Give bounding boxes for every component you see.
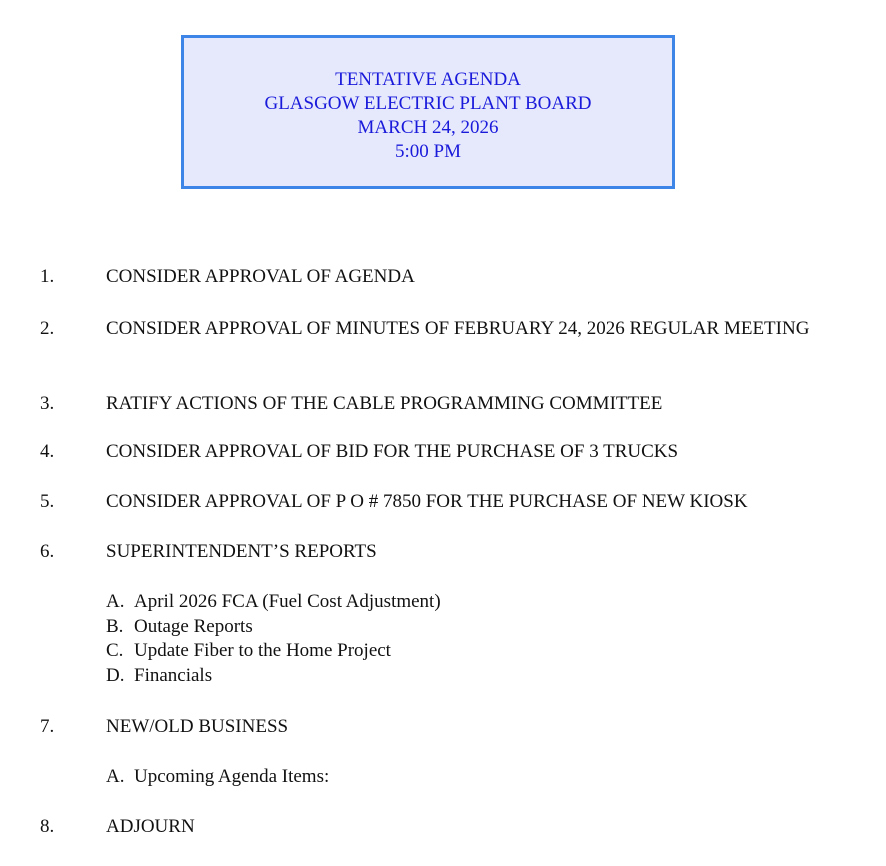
board-name: GLASGOW ELECTRIC PLANT BOARD	[264, 93, 592, 114]
list-item	[106, 639, 441, 664]
list-item-letter: D.	[106, 664, 125, 686]
agenda-item-number: 8.	[40, 816, 55, 837]
agenda-title: TENTATIVE AGENDA	[335, 69, 521, 90]
list-item-text: Outage Reports	[134, 615, 253, 637]
agenda-item-number: 6.	[40, 541, 55, 562]
agenda-item-text: CONSIDER APPROVAL OF BID FOR THE PURCHASE OF 3 TRUCKS	[106, 441, 679, 462]
list-item-letter: A.	[106, 591, 125, 612]
list-item	[106, 590, 441, 615]
superintendent-reports-list	[106, 590, 441, 688]
agenda-header-box	[181, 35, 675, 189]
list-item	[106, 615, 441, 640]
list-item	[106, 664, 441, 689]
list-item-letter: C.	[106, 640, 124, 661]
list-item-text: Update Fiber to the Home Project	[134, 640, 391, 661]
meeting-date: MARCH 24, 2026	[357, 117, 499, 138]
agenda-item-text: ADJOURN	[106, 816, 195, 837]
agenda-item-number: 1.	[40, 266, 55, 287]
agenda-item-text: RATIFY ACTIONS OF THE CABLE PROGRAMMING COMMITTEE	[106, 393, 663, 414]
list-item-text: Upcoming Agenda Items:	[134, 766, 330, 787]
agenda-item-text: CONSIDER APPROVAL OF MINUTES OF FEBRUARY 24, 2026 REGULAR MEETING	[106, 318, 810, 339]
agenda-item-number: 3.	[40, 393, 55, 414]
list-item-text: April 2026 FCA (Fuel Cost Adjustment)	[134, 591, 441, 612]
agenda-item-number: 7.	[40, 716, 55, 737]
agenda-item-text: CONSIDER APPROVAL OF P O # 7850 FOR THE PURCHASE OF NEW KIOSK	[106, 491, 748, 512]
agenda-item-text: SUPERINTENDENT’S REPORTS	[106, 541, 377, 562]
agenda-item-number: 2.	[40, 318, 55, 339]
meeting-time: 5:00 PM	[395, 141, 461, 162]
list-item-letter: B.	[106, 615, 124, 637]
agenda-item-text: CONSIDER APPROVAL OF AGENDA	[106, 266, 415, 287]
agenda-item-number: 4.	[40, 441, 55, 462]
agenda-item-number: 5.	[40, 491, 55, 512]
list-item-text: Financials	[134, 664, 213, 686]
list-item-letter: A.	[106, 766, 125, 787]
agenda-item-text: NEW/OLD BUSINESS	[106, 716, 289, 737]
list-item	[106, 765, 329, 790]
new-old-business-list	[106, 765, 329, 790]
